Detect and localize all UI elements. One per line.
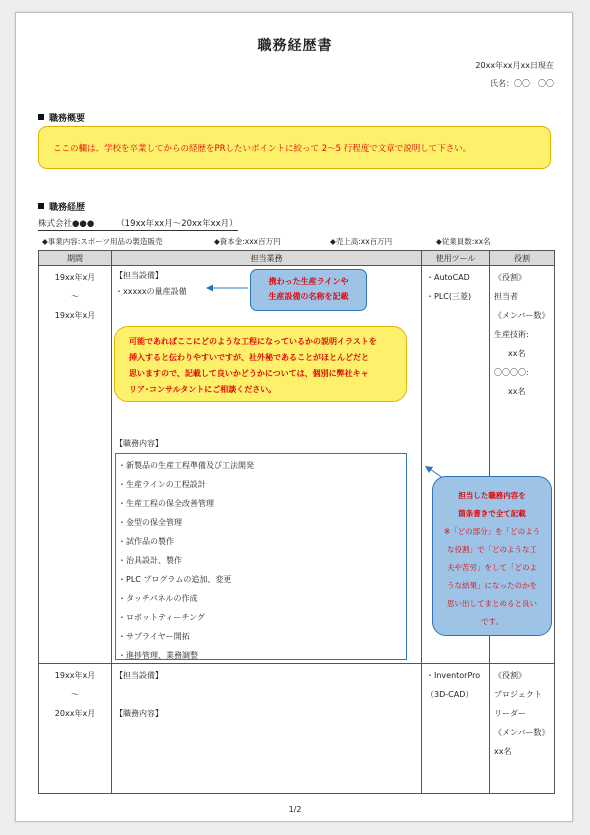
list-item: ・ロボットティーチング (118, 613, 205, 622)
document-page (15, 12, 573, 822)
roles-cell: 《役割》 プロジェクト リーダー 《メンバー数》 xx名 (490, 664, 555, 794)
column-header: 担当業務 (112, 251, 422, 266)
duties-list (115, 453, 407, 660)
roles-cell: 《役割》 担当者 《メンバー数》 生産技術: xx名 〇〇〇〇: xx名 (490, 266, 555, 664)
period-cell: 19xx年x月 ～ 19xx年x月 (39, 266, 112, 664)
list-item: ・サプライヤー開拓 (118, 632, 190, 641)
duties-label: 【職務内容】 (115, 709, 163, 718)
equipment-label: 【担当設備】 (115, 671, 163, 680)
equipment-item: ・xxxxxの量産設備 (115, 287, 187, 296)
duties-label: 【職務内容】 (115, 439, 163, 448)
equipment-callout: 携わった生産ラインや 生産設備の名称を記載 (250, 269, 367, 311)
list-item: ・PLC プログラムの追加、変更 (118, 575, 232, 584)
duties-cell (112, 266, 422, 664)
applicant-name: 氏名：〇〇 〇〇 (490, 79, 554, 88)
employment-period: （19xx年xx月～20xx年xx月） (116, 219, 238, 229)
fact-business: ◆事業内容:スポーツ用品の製造販売 (42, 237, 163, 246)
tools-cell: ・AutoCAD ・PLC(三菱) (422, 266, 490, 664)
table-row (39, 664, 555, 794)
page-number: 1/2 (288, 805, 302, 814)
list-item: ・生産工程の保全改善管理 (118, 499, 214, 508)
fact-sales: ◆売上高:xx百万円 (330, 237, 393, 246)
arrow-left-icon (204, 282, 250, 294)
illustration-note-box: 可能であればここにどのような工程になっているかの説明イラストを 挿入すると伝わりやすいですが、社外秘であることがほとんどだと 思いますので、記載して良いかどうかについては、個別に弊社キャ リア･コンサルタントにご相談ください。 (114, 326, 407, 402)
table-header-row (39, 251, 555, 266)
square-bullet-icon (38, 203, 44, 209)
column-header: 使用ツール (422, 251, 490, 266)
period-cell: 19xx年x月 ～ 20xx年x月 (39, 664, 112, 794)
document-date: 20xx年xx月xx日現在 (475, 61, 554, 70)
company-name: 株式会社●●● (38, 219, 95, 229)
list-item: ・タッチパネルの作成 (118, 594, 198, 603)
column-header: 役割 (490, 251, 555, 266)
list-item: ・生産ラインの工程設計 (118, 480, 206, 489)
column-header: 期間 (39, 251, 112, 266)
company-line (38, 217, 238, 231)
summary-heading: 職務概要 (38, 111, 85, 124)
tools-cell: ・InventorPro （3D-CAD） (422, 664, 490, 794)
fact-employees: ◆従業員数:xx名 (436, 237, 491, 246)
equipment-label: 【担当設備】 (115, 271, 163, 280)
summary-note-text: ここの欄は、学校を卒業してからの経歴をPRしたいポイントに絞って 2～5 行程度で文章で説明して下さい。 (53, 143, 472, 154)
list-item: ・治具設計、製作 (118, 556, 182, 565)
history-heading: 職務経歴 (38, 200, 85, 213)
summary-note-box (38, 126, 551, 169)
duties-cell (112, 664, 422, 794)
list-item: ・金型の保全管理 (118, 518, 182, 527)
fact-capital: ◆資本金:xxx百万円 (214, 237, 281, 246)
list-item: ・新製品の生産工程準備及び工法開発 (118, 461, 254, 470)
list-item: ・試作品の製作 (118, 537, 174, 546)
square-bullet-icon (38, 114, 44, 120)
list-item: ・進捗管理、業務調整 (118, 651, 198, 660)
duties-callout: 担当した職務内容を 箇条書きで全て記載 ※「どの部分」を「どのよう な役割」で「どのような工 夫や苦労」をして「どのよ うな結果」になったのかを 思い出してまとめると良い です。 (432, 476, 552, 636)
page-title: 職務経歴書 (257, 38, 333, 54)
